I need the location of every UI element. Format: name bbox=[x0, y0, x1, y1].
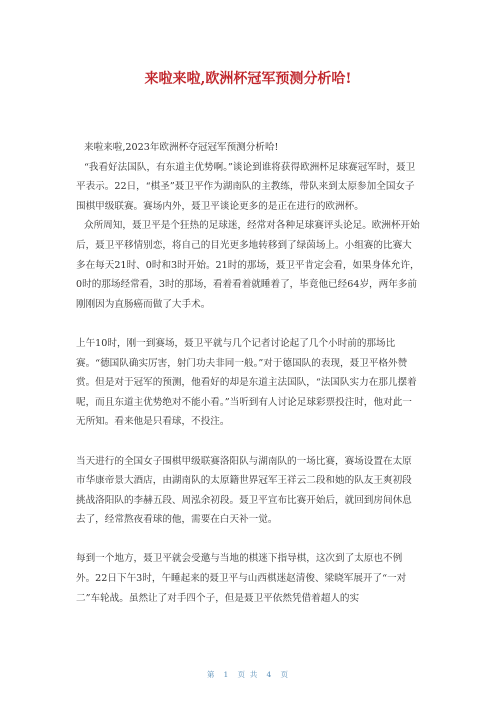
paragraph-match: 当天进行的全国女子围棋甲级联赛洛阳队与湖南队的一场比赛，赛场设置在太原市华康帝景大酒店，由湖南队的太原籍世界冠军王祥云二段和她的队友王爽初段挑战洛阳队的李赫五段、周泓余初段。聂卫平宣布比赛开始后，就回到房间休息去了，经常熬夜看球的他，需要在白天补一觉。 bbox=[76, 455, 412, 526]
footer-label-ye: 页 bbox=[280, 670, 290, 679]
paragraph-teaching: 每到一个地方，聂卫平就会受邀与当地的棋迷下指导棋，这次到了太原也不例外。22日下午3时，午睡起来的聂卫平与山西棋迷赵清俊、梁晓军展开了“一对二”车轮战。虽然让了对手四个子，但是聂卫平依然凭借着超人的实 bbox=[76, 553, 407, 604]
footer-current-page: 1 bbox=[223, 670, 230, 679]
document-body bbox=[76, 138, 420, 608]
paragraph-quote: “我看好法国队，有东道主优势啊。”谈论到谁将获得欧洲杯足球赛冠军时，聂卫平表示。22日，“棋圣”聂卫平作为湖南队的主教练，带队来到太原参加全国女子围棋甲级联赛。赛场内外，聂卫平谈论更多的是正在进行的欧洲杯。 bbox=[76, 161, 416, 212]
paragraph-morning: 上午10时，刚一到赛场，聂卫平就与几个记者讨论起了几个小时前的那场比赛。“德国队确实厉害，射门功夫非同一般。”对于德国队的表现，聂卫平格外赞赏。但是对于冠军的预测，他看好的却是东道主法国队，“法国队实力在那儿摆着呢，而且东道主优势绝对不能小看。”当听到有人讨论足球彩票投注时，他对此一无所知。看来他是只看球，不投注。 bbox=[76, 337, 417, 428]
paragraph-intro: 来啦来啦,2023年欧洲杯夺冠冠军预测分析哈! bbox=[84, 142, 279, 153]
footer-label-ye-gong: 页 共 bbox=[237, 670, 259, 679]
footer-total-pages: 4 bbox=[266, 670, 273, 679]
footer-label-di: 第 bbox=[206, 670, 216, 679]
document-title: 来啦来啦,欧洲杯冠军预测分析哈! bbox=[144, 71, 352, 87]
page-footer bbox=[0, 669, 496, 680]
paragraph-background: 众所周知，聂卫平是个狂热的足球迷，经常对各种足球赛评头论足。欧洲杯开始后，聂卫平移情别恋，将自己的目光更多地转移到了绿茵场上。小组赛的比赛大多在每天21时、0时和3时开始。21时的那场，聂卫平肯定会看，如果身体允许，0时的那场经常看，3时的那场，看着看着就睡着了，毕竟他已经64岁，两年多前刚刚因为直肠癌而做了大手术。 bbox=[76, 220, 420, 310]
